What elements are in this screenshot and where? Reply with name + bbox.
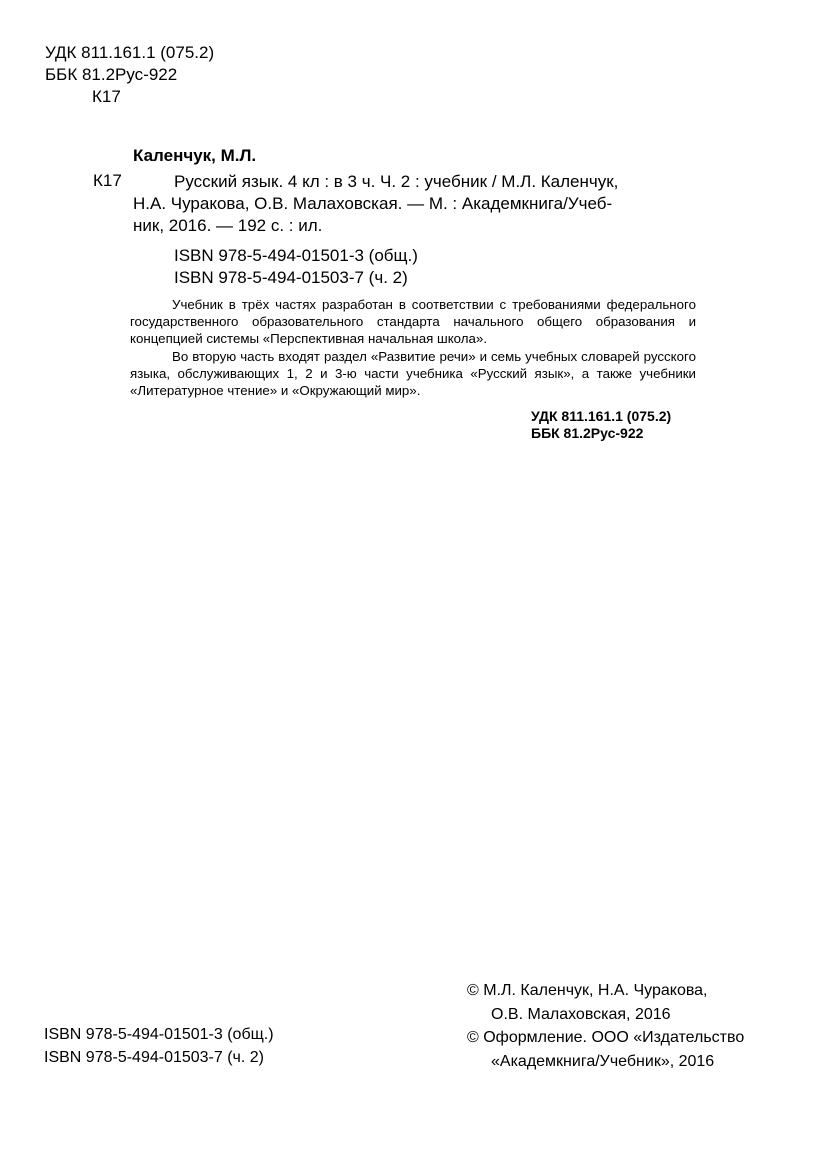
- annotation-paragraph-2: Во вторую часть входят раздел «Развитие речи» и семь учебных словарей русского языка, обслуживающих 1, 2 и 3-ю части учебника «Русский язык», а также учебники «Литературное чтение» и «Окружающий мир».: [130, 348, 696, 399]
- entry-author: Каленчук, М.Л.: [133, 146, 257, 165]
- copyright-line-3: © Оформление. ООО «Издательство: [467, 1029, 745, 1046]
- entry-udk-code: УДК 811.161.1 (075.2): [531, 408, 672, 424]
- entry-isbn-general: ISBN 978-5-494-01501-3 (общ.): [174, 246, 418, 265]
- copyright-line-2: О.В. Малаховская, 2016: [491, 1006, 671, 1023]
- entry-line-2: Н.А. Чуракова, О.В. Малаховская. — М. : Академкнига/Учеб-: [133, 194, 613, 213]
- entry-side-mark: К17: [93, 171, 122, 190]
- copyright-line-4: «Академкнига/Учебник», 2016: [491, 1053, 715, 1070]
- entry-bbk-code: ББК 81.2Рус-922: [531, 425, 644, 441]
- bottom-isbn-general: ISBN 978-5-494-01501-3 (общ.): [44, 1026, 274, 1043]
- udk-code: УДК 811.161.1 (075.2): [45, 43, 215, 62]
- copyright-line-1: © М.Л. Каленчук, Н.А. Чуракова,: [467, 982, 708, 999]
- bottom-isbn-part: ISBN 978-5-494-01503-7 (ч. 2): [44, 1049, 265, 1066]
- author-mark: К17: [92, 87, 121, 106]
- entry-line-1: Русский язык. 4 кл : в 3 ч. Ч. 2 : учебник / М.Л. Каленчук,: [174, 172, 619, 191]
- annotation-paragraph-1: Учебник в трёх частях разработан в соответствии с требованиями федерального государственного образовательного стандарта начального общего образования и концепцией системы «Перспективная начальная школа».: [130, 297, 696, 347]
- entry-isbn-part: ISBN 978-5-494-01503-7 (ч. 2): [174, 268, 408, 287]
- annotation: [130, 296, 696, 399]
- bbk-code: ББК 81.2Рус-922: [45, 65, 178, 84]
- entry-line-3: ник, 2016. — 192 с. : ил.: [133, 216, 323, 235]
